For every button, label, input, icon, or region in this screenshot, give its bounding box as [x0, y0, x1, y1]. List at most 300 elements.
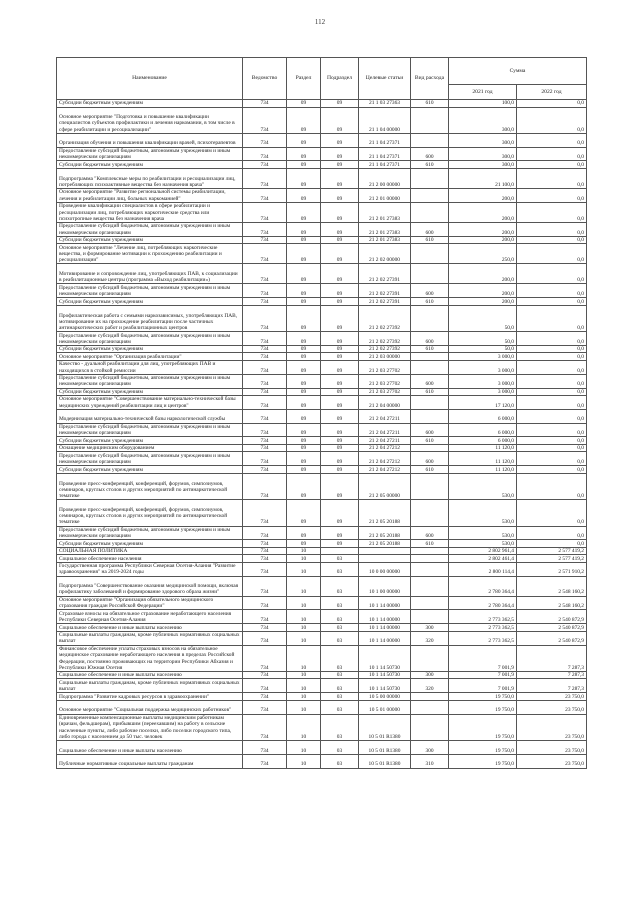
row-sum-2021: 530,0	[449, 500, 517, 526]
row-sum-2021: 11 120,0	[449, 444, 517, 452]
row-razdel: 10	[287, 596, 321, 610]
row-razdel: 09	[287, 189, 321, 203]
row-podrazdel: 03	[321, 576, 359, 596]
table-row	[57, 388, 587, 396]
row-name: Проведение пресс-конференций, конференций, форумов, симпозиумов, семинаров, круглых столов и других мероприятий по антинаркотической тематике	[57, 500, 243, 526]
row-ved: 734	[243, 714, 287, 740]
row-vid: 610	[411, 345, 449, 353]
row-sum-2021: 300,0	[449, 161, 517, 169]
row-target	[359, 555, 411, 563]
row-sum-2021: 50,0	[449, 332, 517, 346]
row-name: Основное мероприятие "Организация реабилитации"	[57, 353, 243, 361]
table-row	[57, 244, 587, 264]
row-podrazdel: 03	[321, 610, 359, 624]
table-row	[57, 360, 587, 374]
row-name: Субсидии бюджетным учреждениям	[57, 437, 243, 445]
row-ved: 734	[243, 526, 287, 540]
table-row	[57, 107, 587, 133]
row-sum-2022: 0,0	[517, 305, 587, 331]
row-razdel: 10	[287, 645, 321, 671]
row-ved: 734	[243, 244, 287, 264]
row-ved: 734	[243, 610, 287, 624]
row-sum-2022: 0,0	[517, 161, 587, 169]
row-vid: 300	[411, 740, 449, 754]
row-target: 21 1 03 27363	[359, 100, 411, 108]
row-vid	[411, 562, 449, 576]
row-razdel: 10	[287, 576, 321, 596]
table-row	[57, 374, 587, 388]
row-podrazdel: 09	[321, 473, 359, 499]
row-sum-2022: 2 571 910,2	[517, 562, 587, 576]
row-name: Подпрограмма "Совершенствование оказания медицинской помощи, включая профилактику заболеваний и формирование здорового образа жизни"	[57, 576, 243, 596]
table-row	[57, 473, 587, 499]
row-target: 10 5 00 00000	[359, 693, 411, 701]
row-sum-2021: 2 780 364,4	[449, 576, 517, 596]
row-sum-2022: 0,0	[517, 540, 587, 548]
row-vid: 600	[411, 332, 449, 346]
row-sum-2022: 0,0	[517, 202, 587, 222]
row-ved: 734	[243, 168, 287, 188]
row-razdel: 10	[287, 624, 321, 632]
row-ved: 734	[243, 596, 287, 610]
row-vid: 600	[411, 147, 449, 161]
row-vid: 300	[411, 671, 449, 679]
row-podrazdel: 09	[321, 540, 359, 548]
row-podrazdel: 09	[321, 374, 359, 388]
row-target: 21 2 05 20188	[359, 500, 411, 526]
row-sum-2021: 530,0	[449, 473, 517, 499]
row-sum-2022: 23 750,0	[517, 740, 587, 754]
row-sum-2021: 50,0	[449, 305, 517, 331]
row-vid	[411, 645, 449, 671]
row-sum-2022: 0,0	[517, 284, 587, 298]
row-target: 21 2 04 27212	[359, 466, 411, 474]
table-row	[57, 700, 587, 714]
row-sum-2021: 50,0	[449, 345, 517, 353]
table-row	[57, 437, 587, 445]
row-ved: 734	[243, 540, 287, 548]
table-row	[57, 714, 587, 740]
row-name: Предоставление субсидий бюджетным, автономным учреждениям и иным некоммерческим организациям	[57, 423, 243, 437]
row-ved: 734	[243, 466, 287, 474]
row-sum-2021: 21 100,0	[449, 168, 517, 188]
table-row	[57, 353, 587, 361]
row-sum-2021: 3 000,0	[449, 353, 517, 361]
row-vid: 600	[411, 526, 449, 540]
row-sum-2022: 0,0	[517, 500, 587, 526]
row-sum-2021: 250,0	[449, 244, 517, 264]
row-sum-2021: 200,0	[449, 202, 517, 222]
row-podrazdel: 03	[321, 679, 359, 693]
row-vid: 320	[411, 679, 449, 693]
row-sum-2021: 6 000,0	[449, 437, 517, 445]
row-vid	[411, 305, 449, 331]
row-sum-2022: 0,0	[517, 526, 587, 540]
row-sum-2022: 0,0	[517, 374, 587, 388]
table-row	[57, 547, 587, 555]
row-podrazdel: 09	[321, 437, 359, 445]
row-ved: 734	[243, 100, 287, 108]
row-podrazdel: 09	[321, 168, 359, 188]
budget-table	[56, 57, 587, 769]
row-name: Основное мероприятие "Социальная поддержка медицинских работников"	[57, 700, 243, 714]
row-razdel: 09	[287, 423, 321, 437]
table-row	[57, 264, 587, 284]
row-sum-2022: 0,0	[517, 345, 587, 353]
row-sum-2021: 19 750,0	[449, 754, 517, 768]
row-razdel: 09	[287, 473, 321, 499]
row-ved: 734	[243, 679, 287, 693]
row-razdel: 09	[287, 147, 321, 161]
row-ved: 734	[243, 353, 287, 361]
table-row	[57, 332, 587, 346]
table-row	[57, 298, 587, 306]
row-podrazdel: 03	[321, 562, 359, 576]
row-ved: 734	[243, 264, 287, 284]
row-podrazdel: 09	[321, 189, 359, 203]
row-podrazdel: 03	[321, 631, 359, 645]
row-sum-2021: 19 750,0	[449, 714, 517, 740]
row-name: Социальное обеспечение и иные выплаты населению	[57, 740, 243, 754]
row-sum-2021: 300,0	[449, 107, 517, 133]
table-row	[57, 284, 587, 298]
row-podrazdel: 09	[321, 284, 359, 298]
row-razdel: 10	[287, 693, 321, 701]
row-target: 10 1 14 00000	[359, 610, 411, 624]
row-podrazdel: 09	[321, 133, 359, 147]
row-name: Организация обучения и повышения квалификации врачей, психотерапевтов	[57, 133, 243, 147]
row-name: Субсидии бюджетным учреждениям	[57, 345, 243, 353]
row-podrazdel: 09	[321, 100, 359, 108]
table-row	[57, 161, 587, 169]
row-razdel: 09	[287, 161, 321, 169]
row-podrazdel: 09	[321, 202, 359, 222]
row-sum-2021: 11 120,0	[449, 466, 517, 474]
row-ved: 734	[243, 452, 287, 466]
row-podrazdel: 09	[321, 423, 359, 437]
row-sum-2022: 0,0	[517, 264, 587, 284]
row-target: 21 2 04 27211	[359, 423, 411, 437]
table-row	[57, 740, 587, 754]
row-vid	[411, 596, 449, 610]
row-name: Финансовое обеспечение уплаты страховых взносов на обязательное медицинское страхование неработающего населения в пределах Российской Федерации, постоянно проживающих на территории Республики Абхазия и Республики Южная Осетия	[57, 645, 243, 671]
row-razdel: 10	[287, 555, 321, 563]
row-razdel: 09	[287, 244, 321, 264]
row-razdel: 10	[287, 547, 321, 555]
row-vid: 310	[411, 754, 449, 768]
row-ved: 734	[243, 631, 287, 645]
row-target: 21 2 02 00000	[359, 244, 411, 264]
row-target: 21 1 04 27371	[359, 147, 411, 161]
row-razdel: 09	[287, 396, 321, 410]
row-podrazdel: 09	[321, 236, 359, 244]
row-target: 21 2 01 00000	[359, 189, 411, 203]
row-name: Профилактическая работа с семьями наркозависимых, употребляющих ПАВ, мотивирование их на прохождение реабилитации после частичных антинаркотических работ и реабилитационных центров	[57, 305, 243, 331]
row-ved: 734	[243, 437, 287, 445]
row-ved: 734	[243, 396, 287, 410]
row-razdel: 09	[287, 284, 321, 298]
table-row	[57, 679, 587, 693]
row-razdel: 09	[287, 264, 321, 284]
row-ved: 734	[243, 409, 287, 423]
row-name: Предоставление субсидий бюджетным, автономным учреждениям и иным некоммерческим организациям	[57, 222, 243, 236]
row-vid: 610	[411, 236, 449, 244]
row-target: 21 2 03 00000	[359, 353, 411, 361]
page-number: 112	[314, 18, 326, 26]
row-target: 10 1 14 50730	[359, 645, 411, 671]
header-razdel: Раздел	[287, 58, 321, 100]
row-sum-2021: 7 001,9	[449, 645, 517, 671]
row-vid	[411, 264, 449, 284]
table-row	[57, 631, 587, 645]
row-podrazdel: 09	[321, 107, 359, 133]
row-vid: 610	[411, 100, 449, 108]
row-sum-2021: 200,0	[449, 236, 517, 244]
row-podrazdel: 09	[321, 298, 359, 306]
table-row	[57, 133, 587, 147]
row-target: 21 2 05 20188	[359, 526, 411, 540]
row-ved: 734	[243, 500, 287, 526]
row-target	[359, 547, 411, 555]
row-ved: 734	[243, 222, 287, 236]
row-ved: 734	[243, 693, 287, 701]
row-razdel: 10	[287, 671, 321, 679]
table-row	[57, 423, 587, 437]
row-sum-2022: 23 750,0	[517, 693, 587, 701]
row-vid: 610	[411, 437, 449, 445]
row-vid: 600	[411, 374, 449, 388]
table-row	[57, 305, 587, 331]
row-target: 10 1 14 00000	[359, 596, 411, 610]
row-vid	[411, 353, 449, 361]
row-vid	[411, 202, 449, 222]
row-ved: 734	[243, 305, 287, 331]
table-row	[57, 409, 587, 423]
row-sum-2021: 200,0	[449, 298, 517, 306]
row-name: Субсидии бюджетным учреждениям	[57, 100, 243, 108]
row-ved: 734	[243, 754, 287, 768]
row-sum-2021: 19 750,0	[449, 740, 517, 754]
row-razdel: 09	[287, 305, 321, 331]
row-name: СОЦИАЛЬНАЯ ПОЛИТИКА	[57, 547, 243, 555]
row-razdel: 09	[287, 409, 321, 423]
row-podrazdel: 09	[321, 332, 359, 346]
row-name: Публичные нормативные социальные выплаты гражданам	[57, 754, 243, 768]
row-name: Субсидии бюджетным учреждениям	[57, 540, 243, 548]
row-razdel: 09	[287, 466, 321, 474]
table-row	[57, 671, 587, 679]
row-sum-2022: 0,0	[517, 189, 587, 203]
row-razdel: 10	[287, 562, 321, 576]
row-sum-2021: 2 773 362,5	[449, 631, 517, 645]
row-sum-2021: 6 000,0	[449, 409, 517, 423]
row-sum-2021: 3 000,0	[449, 374, 517, 388]
row-podrazdel: 03	[321, 754, 359, 768]
row-target: 21 2 04 27211	[359, 437, 411, 445]
row-podrazdel: 09	[321, 409, 359, 423]
row-sum-2022: 0,0	[517, 396, 587, 410]
row-razdel: 09	[287, 298, 321, 306]
row-ved: 734	[243, 388, 287, 396]
row-sum-2021: 300,0	[449, 147, 517, 161]
table-row	[57, 754, 587, 768]
table-row	[57, 562, 587, 576]
row-target: 10 5 01 R1380	[359, 754, 411, 768]
row-sum-2021: 200,0	[449, 222, 517, 236]
table-row	[57, 100, 587, 108]
row-name: Предоставление субсидий бюджетным, автономным учреждениям и иным некоммерческим организациям	[57, 526, 243, 540]
row-name: Субсидии бюджетным учреждениям	[57, 466, 243, 474]
row-sum-2021: 6 000,0	[449, 423, 517, 437]
row-vid	[411, 500, 449, 526]
row-sum-2022: 23 750,0	[517, 700, 587, 714]
row-sum-2021: 300,0	[449, 133, 517, 147]
row-sum-2022: 2 540 872,9	[517, 610, 587, 624]
header-sum: Сумма	[449, 58, 587, 85]
row-podrazdel: 09	[321, 500, 359, 526]
row-target: 21 2 05 00000	[359, 473, 411, 499]
row-vid: 600	[411, 222, 449, 236]
row-sum-2022: 0,0	[517, 437, 587, 445]
row-vid: 610	[411, 540, 449, 548]
row-target: 10 5 01 R1380	[359, 740, 411, 754]
row-sum-2022: 7 287,3	[517, 671, 587, 679]
row-target: 21 2 04 27212	[359, 444, 411, 452]
row-vid	[411, 555, 449, 563]
row-ved: 734	[243, 298, 287, 306]
row-sum-2022: 0,0	[517, 452, 587, 466]
row-vid	[411, 107, 449, 133]
row-razdel: 10	[287, 631, 321, 645]
row-vid	[411, 473, 449, 499]
row-razdel: 10	[287, 740, 321, 754]
table-row	[57, 168, 587, 188]
row-target: 21 2 04 00000	[359, 396, 411, 410]
row-razdel: 09	[287, 526, 321, 540]
row-sum-2022: 2 540 872,9	[517, 624, 587, 632]
row-podrazdel: 09	[321, 466, 359, 474]
row-podrazdel: 09	[321, 244, 359, 264]
row-razdel: 09	[287, 540, 321, 548]
row-vid: 600	[411, 452, 449, 466]
row-name: Субсидии бюджетным учреждениям	[57, 298, 243, 306]
row-razdel: 09	[287, 444, 321, 452]
row-name: Социальные выплаты гражданам, кроме публичных нормативных социальных выплат	[57, 679, 243, 693]
row-vid: 610	[411, 388, 449, 396]
row-sum-2021: 200,0	[449, 264, 517, 284]
row-sum-2022: 0,0	[517, 107, 587, 133]
row-vid	[411, 360, 449, 374]
table-row	[57, 147, 587, 161]
row-razdel: 10	[287, 679, 321, 693]
row-razdel: 10	[287, 700, 321, 714]
row-sum-2021: 530,0	[449, 540, 517, 548]
row-ved: 734	[243, 345, 287, 353]
row-sum-2021: 2 802 961,4	[449, 547, 517, 555]
row-sum-2022: 0,0	[517, 332, 587, 346]
row-sum-2022: 0,0	[517, 244, 587, 264]
row-name: Субсидии бюджетным учреждениям	[57, 388, 243, 396]
row-target: 10 0 00 00000	[359, 562, 411, 576]
row-name: Социальное обеспечение и иные выплаты населению	[57, 671, 243, 679]
row-podrazdel: 09	[321, 444, 359, 452]
table-row	[57, 500, 587, 526]
row-vid	[411, 547, 449, 555]
row-ved: 734	[243, 740, 287, 754]
row-razdel: 09	[287, 202, 321, 222]
table-row	[57, 576, 587, 596]
row-vid	[411, 444, 449, 452]
row-target: 21 2 02 27391	[359, 284, 411, 298]
row-vid	[411, 168, 449, 188]
row-sum-2021: 530,0	[449, 526, 517, 540]
row-name: Единовременные компенсационные выплаты медицинским работникам (врачам, фельдшерам), прибывшим (переехавшим) на работу в сельские населенные пункты, либо рабочие поселки, либо поселки городского типа, либо города с населением до 50 тыс. человек	[57, 714, 243, 740]
table-row	[57, 624, 587, 632]
row-ved: 734	[243, 107, 287, 133]
row-sum-2022: 0,0	[517, 100, 587, 108]
row-vid	[411, 244, 449, 264]
row-name: Основное мероприятие "Развитие региональной системы реабилитации, лечения и реабилитации лиц, больных наркоманией"	[57, 189, 243, 203]
row-ved: 734	[243, 624, 287, 632]
row-podrazdel: 09	[321, 360, 359, 374]
row-name: Предоставление субсидий бюджетным, автономным учреждениям и иным некоммерческим организациям	[57, 147, 243, 161]
row-podrazdel: 09	[321, 147, 359, 161]
row-sum-2022: 0,0	[517, 444, 587, 452]
row-podrazdel: 03	[321, 645, 359, 671]
row-name: Подпрограмма "Комплексные меры по реабилитации и ресоциализации лиц, потребляющих психоактивные вещества без назначения врача"	[57, 168, 243, 188]
row-target: 10 1 00 00000	[359, 576, 411, 596]
table-row	[57, 452, 587, 466]
row-sum-2021: 200,0	[449, 284, 517, 298]
row-target: 21 2 03 27702	[359, 388, 411, 396]
row-sum-2022: 0,0	[517, 353, 587, 361]
row-ved: 734	[243, 189, 287, 203]
row-sum-2022: 0,0	[517, 409, 587, 423]
row-razdel: 09	[287, 437, 321, 445]
row-target: 21 2 01 27383	[359, 202, 411, 222]
row-sum-2022: 0,0	[517, 298, 587, 306]
row-podrazdel: 09	[321, 264, 359, 284]
row-sum-2022: 0,0	[517, 473, 587, 499]
row-ved: 734	[243, 576, 287, 596]
row-ved: 734	[243, 360, 287, 374]
row-vid	[411, 409, 449, 423]
row-ved: 734	[243, 374, 287, 388]
row-name: Предоставление субсидий бюджетным, автономным учреждениям и иным некоммерческим организациям	[57, 452, 243, 466]
row-vid	[411, 714, 449, 740]
row-razdel: 09	[287, 360, 321, 374]
row-razdel: 09	[287, 452, 321, 466]
table-row	[57, 189, 587, 203]
row-sum-2021: 100,0	[449, 100, 517, 108]
row-name: Основное мероприятие "Подготовка и повышение квалификации специалистов субъектов профилактики и лечения наркомании, в том числе в сфере реабилитации и ресоциализации"	[57, 107, 243, 133]
header-year-2022: 2022 год	[517, 85, 587, 100]
row-target: 10 5 01 R1380	[359, 714, 411, 740]
row-sum-2022: 2 540 872,9	[517, 631, 587, 645]
row-razdel: 10	[287, 714, 321, 740]
row-podrazdel: 09	[321, 452, 359, 466]
row-target: 21 2 01 27383	[359, 222, 411, 236]
row-ved: 734	[243, 284, 287, 298]
row-ved: 734	[243, 133, 287, 147]
table-row	[57, 610, 587, 624]
row-name: Модернизация материально-технической базы наркологической службы	[57, 409, 243, 423]
row-vid	[411, 396, 449, 410]
row-podrazdel: 03	[321, 555, 359, 563]
row-name: Социальные выплаты гражданам, кроме публичных нормативных социальных выплат	[57, 631, 243, 645]
row-podrazdel: 09	[321, 345, 359, 353]
row-target: 21 2 03 27702	[359, 360, 411, 374]
